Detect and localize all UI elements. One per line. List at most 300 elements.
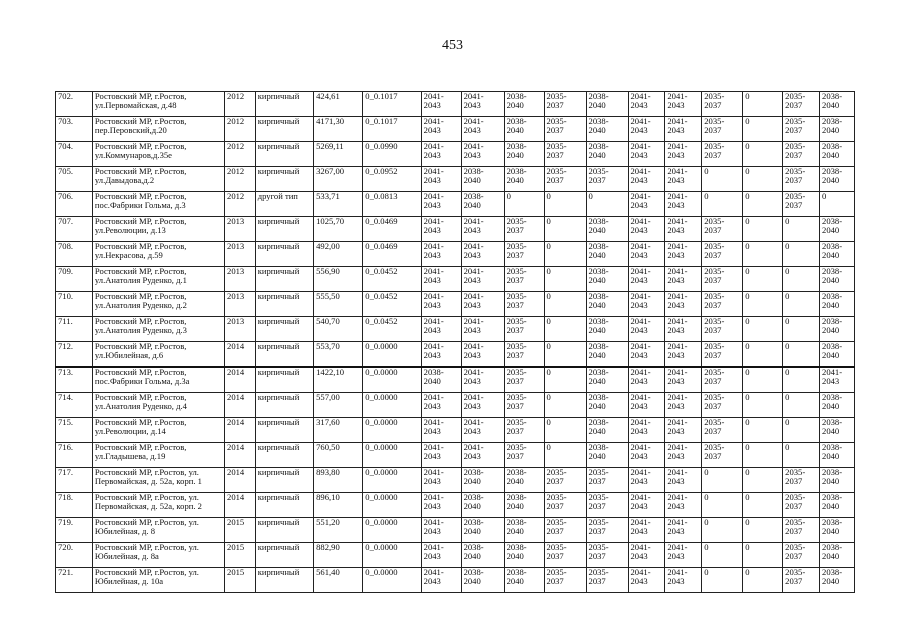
address-cell: Ростовский МР, г.Ростов, ул. Юбилейная, д. 8 (92, 518, 224, 543)
period-start: 2035- (785, 567, 806, 577)
period-end: 2040 (463, 501, 481, 512)
material-cell: кирпичный (255, 543, 313, 568)
period-start: 2038- (463, 542, 484, 552)
period-end: 2037 (506, 325, 524, 336)
period-cell (544, 192, 586, 217)
period-cell (665, 217, 702, 242)
period-end: 2043 (630, 451, 648, 462)
period-cell (628, 192, 665, 217)
material-cell: кирпичный (255, 342, 313, 368)
material-cell: кирпичный (255, 317, 313, 342)
period-cell (820, 342, 855, 368)
period-cell (702, 192, 743, 217)
period-end: 2043 (667, 225, 685, 236)
period-end: 2040 (588, 225, 606, 236)
period-cell (461, 92, 504, 117)
period-start: 2035- (546, 517, 567, 527)
period-cell (586, 92, 628, 117)
period-cell (702, 418, 743, 443)
address-cell: Ростовский МР, г.Ростов, ул.Анатолия Руденко, д.2 (92, 292, 224, 317)
period-cell (461, 317, 504, 342)
period-end: 2043 (423, 501, 441, 512)
period-cell (820, 443, 855, 468)
period-start: 2035- (785, 492, 806, 502)
period-end: 2040 (588, 300, 606, 311)
period-end: 2043 (630, 376, 648, 387)
period-cell (421, 117, 461, 142)
row-number-cell: 711. (56, 317, 93, 342)
period-start: 0 (704, 492, 709, 502)
period-start: 0 (745, 166, 750, 176)
period-cell (628, 92, 665, 117)
period-cell (820, 468, 855, 493)
period-start: 0 (546, 191, 551, 201)
period-start: 2035- (506, 241, 527, 251)
period-end: 2040 (822, 476, 840, 487)
period-cell (504, 518, 544, 543)
period-end: 2040 (588, 150, 606, 161)
period-end: 2043 (423, 250, 441, 261)
period-start: 2041- (667, 567, 688, 577)
period-cell (628, 393, 665, 418)
table-row (56, 317, 855, 342)
area-cell: 893,80 (314, 468, 363, 493)
period-cell (783, 242, 820, 267)
address-cell: Ростовский МР, г.Ростов, ул. Юбилейная, д. 10а (92, 568, 224, 593)
period-cell (504, 117, 544, 142)
period-start: 2041- (423, 166, 444, 176)
period-end: 2043 (423, 275, 441, 286)
period-cell (461, 242, 504, 267)
period-start: 2041- (667, 141, 688, 151)
period-start: 2041- (630, 316, 651, 326)
period-end: 2043 (463, 125, 481, 136)
period-cell (544, 217, 586, 242)
period-cell (820, 167, 855, 192)
period-start: 0 (785, 291, 790, 301)
period-cell (628, 418, 665, 443)
period-end: 2037 (704, 300, 722, 311)
year-cell: 2012 (225, 142, 256, 167)
area-cell: 3267,00 (314, 167, 363, 192)
address-cell: Ростовский МР, г.Ростов, ул. Юбилейная, д. 8а (92, 543, 224, 568)
period-end: 2037 (785, 501, 803, 512)
year-cell: 2014 (225, 443, 256, 468)
area-cell: 760,50 (314, 443, 363, 468)
rate-cell: 0_0.0000 (363, 468, 421, 493)
period-end: 2037 (785, 150, 803, 161)
material-cell: кирпичный (255, 292, 313, 317)
period-end: 2043 (463, 275, 481, 286)
period-start: 2035- (704, 216, 725, 226)
period-cell (702, 443, 743, 468)
period-start: 2038- (506, 91, 527, 101)
period-start: 2041- (667, 392, 688, 402)
rate-cell: 0_0.0000 (363, 568, 421, 593)
area-cell: 1025,70 (314, 217, 363, 242)
period-start: 2041- (667, 467, 688, 477)
period-end: 2043 (667, 200, 685, 211)
period-start: 2041- (423, 316, 444, 326)
period-end: 2040 (588, 250, 606, 261)
period-cell (421, 468, 461, 493)
row-number-cell: 707. (56, 217, 93, 242)
period-start: 2038- (506, 517, 527, 527)
period-start: 0 (745, 316, 750, 326)
period-cell (665, 92, 702, 117)
period-start: 2041- (423, 417, 444, 427)
period-end: 2040 (506, 125, 524, 136)
period-start: 2035- (785, 141, 806, 151)
period-cell (783, 342, 820, 368)
period-start: 0 (785, 341, 790, 351)
period-start: 2035- (546, 467, 567, 477)
period-cell (665, 367, 702, 393)
rate-cell: 0_0.1017 (363, 92, 421, 117)
period-end: 2037 (785, 576, 803, 587)
period-cell (504, 267, 544, 292)
period-cell (461, 543, 504, 568)
period-cell (504, 367, 544, 393)
period-end: 2037 (785, 125, 803, 136)
period-start: 2041- (630, 392, 651, 402)
period-end: 2037 (546, 476, 564, 487)
period-start: 2035- (588, 492, 609, 502)
area-cell: 533,71 (314, 192, 363, 217)
period-cell (421, 443, 461, 468)
address-cell: Ростовский МР, г.Ростов, ул.Коммунаров,д.35е (92, 142, 224, 167)
period-start: 0 (704, 166, 709, 176)
rate-cell: 0_0.0452 (363, 292, 421, 317)
period-cell (743, 393, 783, 418)
period-end: 2037 (506, 426, 524, 437)
period-end: 2040 (463, 526, 481, 537)
period-start: 2041- (630, 492, 651, 502)
rate-cell: 0_0.0813 (363, 192, 421, 217)
period-cell (783, 317, 820, 342)
period-start: 2041- (463, 241, 484, 251)
period-end: 2043 (463, 150, 481, 161)
period-end: 2043 (630, 225, 648, 236)
period-cell (628, 267, 665, 292)
period-end: 2037 (506, 350, 524, 361)
period-cell (504, 568, 544, 593)
period-cell (461, 393, 504, 418)
period-end: 2040 (822, 175, 840, 186)
address-cell: Ростовский МР, г.Ростов, ул.Революции, д.14 (92, 418, 224, 443)
table-row (56, 117, 855, 142)
period-start: 2041- (667, 91, 688, 101)
period-end: 2040 (588, 100, 606, 111)
period-end: 2037 (704, 350, 722, 361)
period-start: 2035- (506, 216, 527, 226)
period-start: 2041- (423, 467, 444, 477)
period-cell (461, 418, 504, 443)
period-cell (586, 443, 628, 468)
housing-table (55, 91, 855, 593)
period-end: 2043 (667, 376, 685, 387)
material-cell: кирпичный (255, 568, 313, 593)
period-end: 2037 (704, 100, 722, 111)
period-cell (461, 217, 504, 242)
period-start: 2038- (463, 467, 484, 477)
period-cell (783, 518, 820, 543)
period-start: 2041- (667, 517, 688, 527)
period-start: 0 (745, 341, 750, 351)
period-start: 2035- (506, 392, 527, 402)
period-cell (421, 292, 461, 317)
period-end: 2043 (423, 225, 441, 236)
period-start: 2041- (630, 291, 651, 301)
table-body (56, 92, 855, 593)
period-end: 2043 (463, 300, 481, 311)
period-cell (461, 342, 504, 368)
period-start: 2038- (506, 116, 527, 126)
row-number-cell: 706. (56, 192, 93, 217)
period-start: 2041- (463, 417, 484, 427)
period-cell (820, 192, 855, 217)
period-start: 0 (785, 417, 790, 427)
rate-cell: 0_0.0000 (363, 342, 421, 368)
period-end: 2043 (423, 350, 441, 361)
period-cell (421, 217, 461, 242)
period-cell (586, 292, 628, 317)
period-start: 2041- (630, 442, 651, 452)
area-cell: 317,60 (314, 418, 363, 443)
period-start: 2041- (630, 417, 651, 427)
period-cell (504, 192, 544, 217)
period-cell (702, 543, 743, 568)
period-end: 2037 (546, 501, 564, 512)
period-end: 2040 (822, 526, 840, 537)
period-start: 0 (745, 116, 750, 126)
period-end: 2043 (463, 426, 481, 437)
period-cell (628, 217, 665, 242)
period-end: 2043 (630, 125, 648, 136)
period-cell (702, 568, 743, 593)
period-end: 2043 (423, 175, 441, 186)
period-cell (743, 242, 783, 267)
year-cell: 2013 (225, 217, 256, 242)
period-end: 2040 (463, 175, 481, 186)
period-cell (628, 568, 665, 593)
period-start: 2038- (588, 116, 609, 126)
period-end: 2043 (667, 401, 685, 412)
period-cell (702, 92, 743, 117)
period-cell (702, 393, 743, 418)
period-start: 2035- (704, 141, 725, 151)
material-cell: кирпичный (255, 242, 313, 267)
period-start: 2035- (704, 91, 725, 101)
period-cell (783, 92, 820, 117)
period-start: 2038- (463, 166, 484, 176)
period-start: 2041- (630, 567, 651, 577)
period-start: 0 (745, 517, 750, 527)
period-start: 2038- (588, 442, 609, 452)
period-end: 2043 (423, 300, 441, 311)
period-cell (504, 342, 544, 368)
period-start: 0 (745, 542, 750, 552)
period-start: 2035- (704, 266, 725, 276)
period-cell (504, 92, 544, 117)
period-cell (665, 342, 702, 368)
period-cell (544, 518, 586, 543)
table-row (56, 393, 855, 418)
period-cell (421, 493, 461, 518)
period-cell (665, 267, 702, 292)
period-cell (504, 317, 544, 342)
period-end: 2043 (630, 350, 648, 361)
period-end: 2040 (463, 576, 481, 587)
period-end: 2037 (546, 100, 564, 111)
address-cell: Ростовский МР, г.Ростов, ул.Революции, д.13 (92, 217, 224, 242)
period-start: 2035- (546, 116, 567, 126)
period-end: 2043 (463, 451, 481, 462)
rate-cell: 0_0.0452 (363, 267, 421, 292)
period-cell (783, 167, 820, 192)
period-start: 2041- (667, 367, 688, 377)
period-end: 2037 (785, 526, 803, 537)
period-cell (421, 242, 461, 267)
period-end: 2043 (423, 150, 441, 161)
period-cell (421, 543, 461, 568)
period-end: 2040 (822, 551, 840, 562)
period-start: 2038- (822, 266, 843, 276)
row-number-cell: 703. (56, 117, 93, 142)
period-cell (421, 92, 461, 117)
period-start: 2041- (423, 91, 444, 101)
year-cell: 2015 (225, 568, 256, 593)
period-end: 2040 (463, 551, 481, 562)
period-cell (783, 568, 820, 593)
period-start: 0 (588, 191, 593, 201)
rate-cell: 0_0.0000 (363, 418, 421, 443)
period-cell (544, 468, 586, 493)
period-end: 2043 (667, 275, 685, 286)
period-end: 2037 (506, 225, 524, 236)
address-cell: Ростовский МР, г.Ростов, ул. Первомайская, д. 52а, корп. 1 (92, 468, 224, 493)
period-start: 2041- (667, 241, 688, 251)
period-cell (783, 117, 820, 142)
period-end: 2037 (506, 451, 524, 462)
period-start: 2038- (822, 141, 843, 151)
period-cell (461, 267, 504, 292)
area-cell: 4171,30 (314, 117, 363, 142)
period-cell (461, 518, 504, 543)
row-number-cell: 715. (56, 418, 93, 443)
period-start: 0 (546, 316, 551, 326)
period-end: 2043 (463, 350, 481, 361)
period-cell (743, 317, 783, 342)
period-start: 0 (546, 291, 551, 301)
period-start: 0 (704, 191, 709, 201)
period-end: 2040 (822, 576, 840, 587)
table-row (56, 468, 855, 493)
row-number-cell: 704. (56, 142, 93, 167)
period-end: 2043 (630, 300, 648, 311)
period-cell (421, 393, 461, 418)
period-cell (665, 167, 702, 192)
rate-cell: 0_0.1017 (363, 117, 421, 142)
period-cell (628, 117, 665, 142)
area-cell: 5269,11 (314, 142, 363, 167)
period-end: 2043 (667, 501, 685, 512)
period-start: 2041- (463, 116, 484, 126)
period-start: 2038- (463, 567, 484, 577)
period-end: 2037 (546, 526, 564, 537)
period-end: 2040 (506, 526, 524, 537)
period-cell (461, 167, 504, 192)
period-start: 2041- (463, 91, 484, 101)
rate-cell: 0_0.0990 (363, 142, 421, 167)
year-cell: 2014 (225, 468, 256, 493)
period-end: 2040 (506, 100, 524, 111)
period-cell (702, 342, 743, 368)
period-cell (702, 493, 743, 518)
period-end: 2040 (588, 401, 606, 412)
period-start: 2035- (546, 91, 567, 101)
period-cell (628, 242, 665, 267)
period-cell (665, 117, 702, 142)
period-end: 2040 (506, 501, 524, 512)
period-end: 2037 (588, 526, 606, 537)
address-cell: Ростовский МР, г.Ростов, ул.Анатолия Руденко, д.4 (92, 393, 224, 418)
material-cell: кирпичный (255, 468, 313, 493)
period-cell (743, 292, 783, 317)
period-start: 2041- (463, 392, 484, 402)
period-start: 2041- (667, 216, 688, 226)
period-cell (783, 192, 820, 217)
period-start: 2035- (546, 492, 567, 502)
period-start: 2035- (704, 417, 725, 427)
period-cell (743, 518, 783, 543)
period-end: 2040 (423, 376, 441, 387)
period-start: 2041- (423, 191, 444, 201)
row-number-cell: 709. (56, 267, 93, 292)
period-start: 2041- (463, 291, 484, 301)
period-cell (743, 217, 783, 242)
period-start: 2035- (785, 191, 806, 201)
period-start: 2038- (588, 316, 609, 326)
material-cell: кирпичный (255, 518, 313, 543)
period-end: 2040 (588, 325, 606, 336)
period-start: 2035- (704, 341, 725, 351)
period-start: 0 (745, 467, 750, 477)
period-end: 2043 (463, 325, 481, 336)
period-start: 2038- (822, 116, 843, 126)
row-number-cell: 720. (56, 543, 93, 568)
period-cell (665, 418, 702, 443)
period-start: 2041- (463, 216, 484, 226)
period-cell (665, 242, 702, 267)
period-start: 2041- (667, 291, 688, 301)
material-cell: кирпичный (255, 393, 313, 418)
period-cell (783, 217, 820, 242)
period-cell (504, 167, 544, 192)
period-cell (544, 393, 586, 418)
period-end: 2043 (822, 376, 840, 387)
period-cell (702, 117, 743, 142)
period-end: 2043 (667, 426, 685, 437)
period-end: 2040 (822, 125, 840, 136)
period-cell (461, 292, 504, 317)
period-end: 2040 (822, 451, 840, 462)
period-end: 2037 (588, 175, 606, 186)
period-end: 2043 (423, 551, 441, 562)
period-end: 2037 (704, 325, 722, 336)
address-cell: Ростовский МР, г.Ростов, ул.Давыдова,д.2 (92, 167, 224, 192)
period-cell (702, 167, 743, 192)
